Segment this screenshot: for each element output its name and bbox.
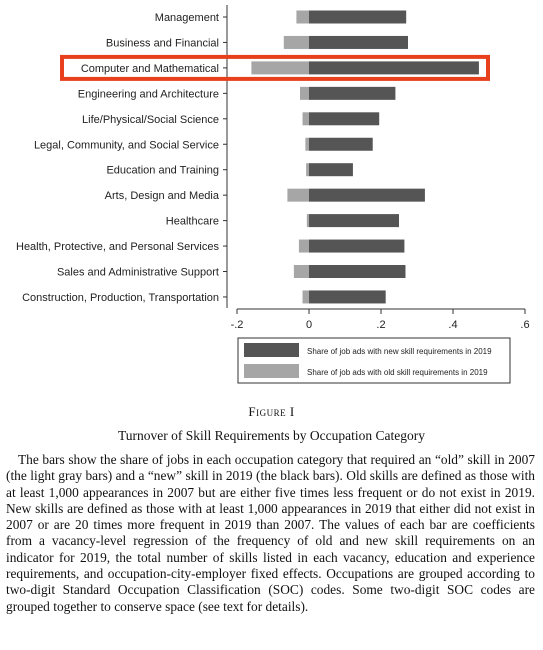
category-label: Arts, Design and Media <box>104 190 219 203</box>
x-tick-label: 0 <box>305 319 313 331</box>
bar-old-skill <box>300 87 309 100</box>
legend-swatch-new <box>244 343 299 357</box>
bar-new-skill <box>309 214 399 227</box>
bar-new-skill <box>309 61 479 74</box>
bar-new-skill <box>309 189 425 202</box>
bar-old-skill <box>251 61 309 74</box>
figure-caption <box>0 400 543 615</box>
x-tick-label: .6 <box>520 319 530 331</box>
category-label: Business and Financial <box>105 37 219 50</box>
bar-new-skill <box>309 87 395 100</box>
bar-new-skill <box>309 240 404 253</box>
bar-old-skill <box>299 240 309 253</box>
bar-new-skill <box>309 290 386 303</box>
bar-new-skill <box>309 163 353 176</box>
bar-new-skill <box>309 11 406 24</box>
category-label: Engineering and Architecture <box>77 88 219 101</box>
bar-new-skill <box>309 265 405 278</box>
category-label: Legal, Community, and Social Service <box>33 139 219 152</box>
bar-new-skill <box>309 112 379 125</box>
bar-old-skill <box>296 11 309 24</box>
bar-new-skill <box>309 138 373 151</box>
legend-label-old: Share of job ads with old skill requirements in 2019 <box>307 368 488 377</box>
category-label: Life/Physical/Social Science <box>82 113 219 126</box>
category-label: Sales and Administrative Support <box>56 266 219 279</box>
figure-title: Turnover of Skill Requirements by Occupation Category <box>118 428 425 443</box>
bar-new-skill <box>309 36 408 49</box>
bar-old-skill <box>306 163 309 176</box>
figure-number: Figure I <box>248 404 295 419</box>
x-tick-label: .2 <box>376 319 386 331</box>
figure-notes: The bars show the share of jobs in each occupation category that required an “old” skill in 2007 (the light gray bars) and a “new” skill in 2019 (the black bars). Old skills are defined as those with at least 1,000 appearances in 2007 but are either five times less frequent or do not exist in 2019. New skills are defined as those with at least 1,000 appearances in 2019 that either did not exist in 2007 or are 20 times more frequent in 2019 than 2007. The values of each bar are coefficients from a vacancy-level regression of the frequency of old and new skill requirements on an indicator for 2019, the total number of skills listed in each vacancy, education and experience requirements, and occupation-city-employer fixed effects. Occupations are grouped according to two-digit Standard Occupation Classification (SOC) codes. Some two-digit SOC codes are grouped together to conserve space (see text for details). <box>6 452 535 614</box>
x-tick-label: -.2 <box>230 319 244 331</box>
category-label: Healthcare <box>165 215 219 228</box>
bar-old-skill <box>284 36 309 49</box>
category-label: Computer and Mathematical <box>80 62 219 75</box>
category-label: Construction, Production, Transportation <box>22 291 219 304</box>
bar-old-skill <box>305 138 309 151</box>
bar-old-skill <box>287 189 309 202</box>
bar-old-skill <box>307 214 309 227</box>
category-label: Management <box>154 12 219 24</box>
legend-swatch-old <box>244 364 299 378</box>
bar-old-skill <box>294 265 309 278</box>
category-label: Health, Protective, and Personal Services <box>16 241 219 254</box>
x-tick-label: .4 <box>448 319 458 331</box>
bar-old-skill <box>303 290 309 303</box>
category-label: Education and Training <box>106 164 219 177</box>
legend-label-new: Share of job ads with new skill requirements in 2019 <box>307 347 492 356</box>
bar-old-skill <box>303 112 309 125</box>
